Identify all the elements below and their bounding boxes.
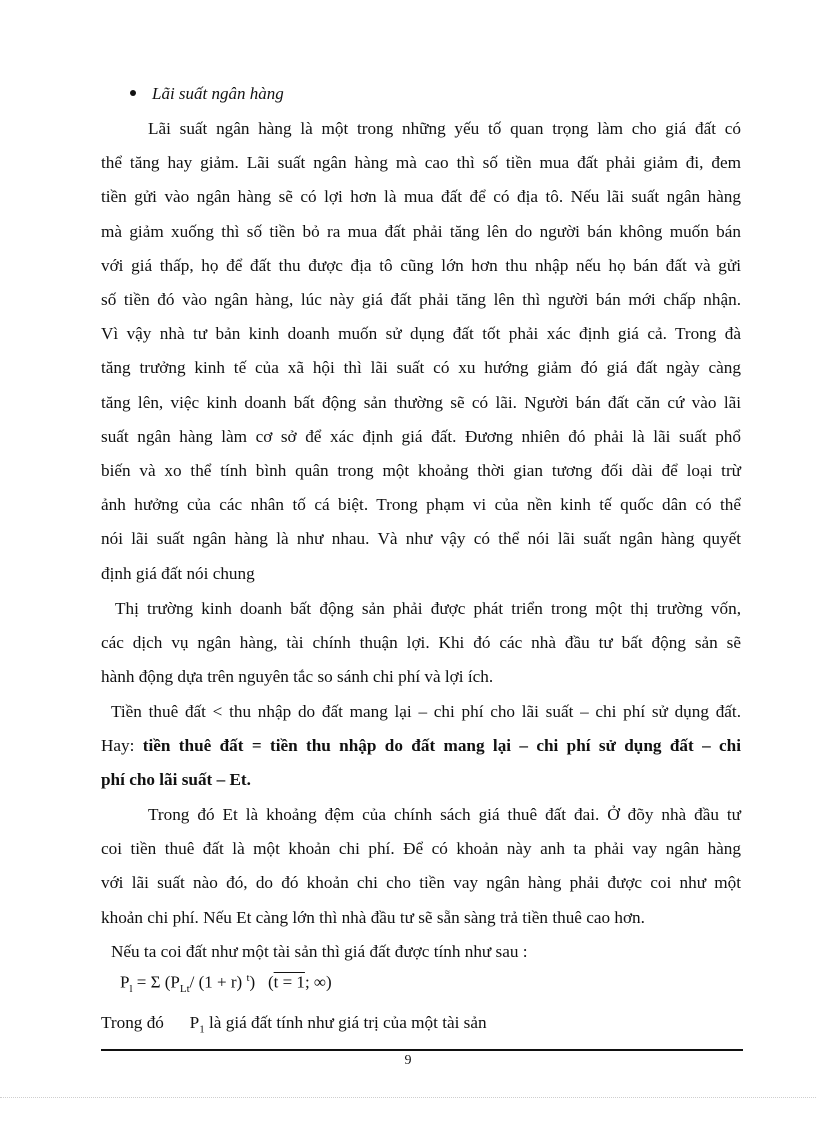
formula-range-rest: ; ∞) bbox=[304, 972, 332, 992]
formula-divisor: / (1 + r) bbox=[189, 972, 247, 992]
text-line bbox=[101, 1006, 741, 1047]
text-line: ảnh hưởng của các nhân tố cá biệt. Trong phạm vi của nền kinh tế quốc dân có thể bbox=[101, 495, 741, 515]
formula-range-open: ( bbox=[267, 972, 274, 992]
paragraph-interest-rate bbox=[101, 112, 741, 591]
text-line: biến và xo thể tính bình quân trong một khoảng thời gian tương đối dài để loại trừ bbox=[101, 461, 741, 481]
page-bottom-divider bbox=[0, 1097, 816, 1098]
page-number: 9 bbox=[404, 1053, 412, 1068]
text-line: thể tăng hay giảm. Lãi suất ngân hàng mà cao thì số tiền mua đất phải giảm đi, đem bbox=[101, 153, 741, 173]
hay-prefix: Hay: bbox=[101, 736, 143, 756]
text-line: Nếu ta coi đất như một tài sản thì giá đất được tính như sau : bbox=[111, 942, 528, 961]
text-line: số tiền đó vào ngân hàng, lúc này giá đất phải tăng lên thì người bán mới chấp nhận. bbox=[101, 290, 741, 310]
text-line: Vì vậy nhà tư bản kinh doanh muốn sử dụng đất tốt phải xác định giá cả. Trong đà bbox=[101, 324, 741, 344]
heading-text: Lãi suất ngân hàng bbox=[152, 84, 284, 103]
paragraph-asset bbox=[101, 935, 741, 969]
text-line: với lãi suất nào đó, do đó khoản chi cho tiền vay ngân hàng phải được coi như một bbox=[101, 873, 741, 893]
text-line: với giá thấp, họ để đất thu được địa tô cũng lớn hơn thu nhập nếu họ bán đất và gửi bbox=[101, 255, 741, 275]
text-line: hành động dựa trên nguyên tắc so sánh chi phí và lợi ích. bbox=[101, 667, 494, 687]
text-line: coi tiền thuê đất là một khoản chi phí. Để có khoản này anh ta phải vay ngân hàng bbox=[101, 839, 741, 859]
text-line: Trong đó Et là khoảng đệm của chính sách giá thuê đất đai. Ở đõy nhà đầu tư bbox=[148, 805, 741, 824]
definition-line bbox=[101, 1006, 741, 1047]
bullet-icon bbox=[130, 90, 136, 96]
paragraph-rent-inequality bbox=[101, 695, 741, 798]
text-line: khoản chi phí. Nếu Et càng lớn thì nhà đầu tư sẽ sẵn sàng trả tiền thuê cao hơn. bbox=[101, 907, 645, 927]
text-line: định giá đất nói chung bbox=[101, 563, 255, 583]
formula-mid-sub: Lt bbox=[179, 983, 190, 996]
paragraph-market bbox=[101, 592, 741, 695]
text-line: tăng lên, việc kinh doanh bất động sản thường sẽ có lãi. Người bán đất căn cứ vào lãi bbox=[101, 392, 741, 412]
text-line: Tiền thuê đất < thu nhập do đất mang lại – chi phí cho lãi suất – chi phí sử dụng đất. bbox=[111, 702, 741, 721]
text-line: tăng trưởng kinh tế của xã hội thì lãi suất có xu hướng giảm đó giá đất ngày càng bbox=[101, 358, 741, 378]
text-line: Thị trường kinh doanh bất động sản phải được phát triển trong một thị trường vốn, bbox=[115, 599, 741, 618]
definition-text: là giá đất tính như giá trị của một tài sản bbox=[204, 1013, 487, 1032]
paragraph-et bbox=[101, 798, 741, 935]
text-line: các dịch vụ ngân hàng, tài chính thuận lợi. Khi đó các nhà đầu tư bất động sản sẽ bbox=[101, 633, 741, 653]
footer-rule bbox=[101, 1049, 743, 1051]
formula-lhs-sub: l bbox=[129, 983, 133, 996]
text-line: nói lãi suất ngân hàng là như nhau. Và như vậy có thể nói lãi suất ngân hàng quyết bbox=[101, 529, 741, 549]
text-line: mà giảm xuống thì số tiền bỏ ra mua đất phải tăng lên do người bán không muốn bán bbox=[101, 221, 741, 241]
text-line: Lãi suất ngân hàng là một trong những yếu tố quan trọng làm cho giá đất có bbox=[148, 119, 741, 138]
bold-formula-text: tiền thuê đất = tiền thu nhập do đất mang lại – chi phí sử dụng đất – chi bbox=[142, 736, 741, 756]
formula-range: t = 1 bbox=[273, 972, 305, 992]
text-line bbox=[101, 763, 741, 797]
bold-formula-text: phí cho lãi suất – Et. bbox=[101, 770, 251, 790]
text-line: tiền gửi vào ngân hàng sẽ có lợi hơn là mua đất để có địa tô. Nếu lãi suất ngân hàng bbox=[101, 187, 741, 207]
formula-close: ) bbox=[249, 972, 256, 992]
text-line: suất ngân hàng làm cơ sở để xác định giá đất. Đương nhiên đó phải là lãi suất phổ bbox=[101, 426, 741, 446]
definition-symbol-sub: 1 bbox=[199, 1023, 205, 1036]
definition-symbol: P bbox=[189, 1013, 200, 1032]
price-formula bbox=[120, 972, 332, 995]
definition-prefix: Trong đó bbox=[101, 1013, 164, 1032]
formula-sum: = Σ (P bbox=[132, 972, 180, 992]
formula-exponent: t bbox=[246, 972, 250, 984]
text-line bbox=[101, 729, 741, 763]
section-heading bbox=[130, 84, 284, 104]
formula-lhs: P bbox=[120, 972, 130, 992]
